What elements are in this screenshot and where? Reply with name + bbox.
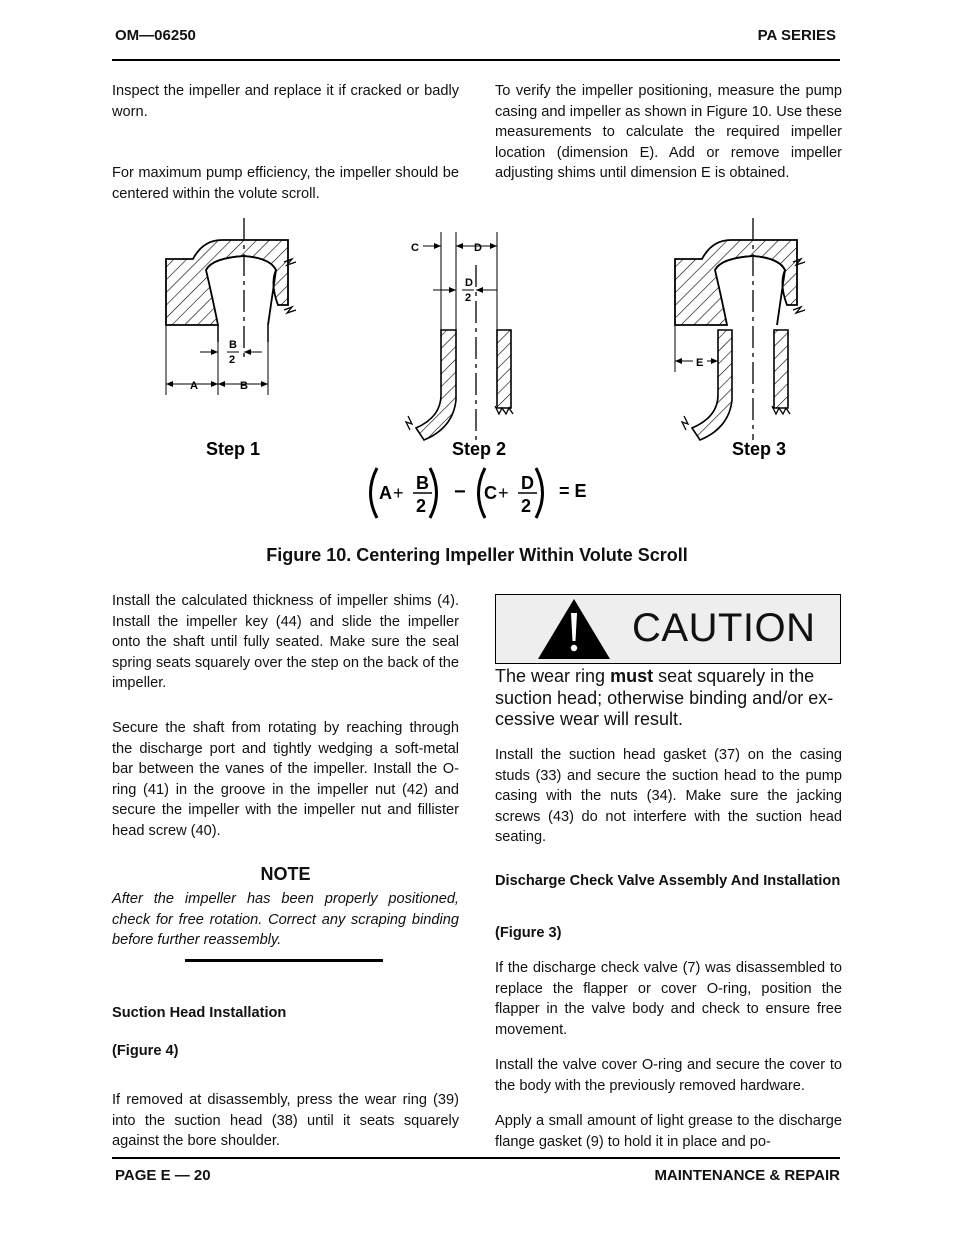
impeller-centering-figure: [0, 0, 954, 540]
step3-label-e: E: [696, 357, 704, 369]
note-text: After the impeller has been properly positioned, check for free rotation. Correct any scraping binding before further reassembly.: [112, 891, 459, 949]
inspect-impeller-paragraph: Inspect the impeller and replace it if cracked or badly worn.: [112, 83, 459, 120]
formula-d: D: [521, 473, 534, 493]
caution-text-post: seat squarely in the suction head; otherwise binding and/or excessive wear will result.: [495, 666, 834, 729]
formula-minus: −: [454, 481, 466, 503]
wear-ring-paragraph: If removed at disassembly, press the wear ring (39) into the suction head (38) until it seats squarely against the bore shoulder.: [112, 1092, 459, 1150]
suction-head-heading: Suction Head Installation: [112, 1005, 287, 1021]
caution-text-must: must: [610, 666, 654, 686]
formula-c: C: [484, 483, 497, 503]
secure-shaft-paragraph: Secure the shaft from rotating by reaching through the discharge port and tightly wedging a soft-metal bar between the vanes of the impeller. Install the O-ring (41) in the groove in the impeller nut (42) and secure the impeller with the impeller nut and fillister head screw (40).: [112, 720, 459, 839]
step2-label-2: 2: [465, 292, 472, 304]
note-title: NOTE: [260, 864, 311, 884]
formula-equals-e: = E: [559, 481, 587, 501]
formula-plus-2: +: [498, 483, 509, 503]
warning-triangle-icon: [536, 597, 612, 661]
step2-drawing: [406, 232, 513, 440]
formula-d-denominator: 2: [521, 496, 532, 516]
step3-label: Step 3: [732, 439, 787, 459]
step1-label-b: B: [240, 380, 248, 392]
caution-text: [495, 666, 842, 731]
valve-cover-paragraph: Install the valve cover O-ring and secure the cover to the body with the previously removed hardware.: [495, 1057, 842, 1094]
flapper-paragraph: If the discharge check valve (7) was disassembled to replace the flapper or cover O-ring, position the flapper in the valve body and check to ensure free movement.: [495, 960, 842, 1038]
step1-label-2: 2: [229, 354, 236, 366]
document-number: OM—06250: [115, 27, 196, 44]
check-valve-figure-ref: (Figure 3): [495, 925, 562, 941]
formula-b: B: [416, 473, 429, 493]
formula-b-denominator: 2: [416, 496, 427, 516]
section-name: MAINTENANCE & REPAIR: [654, 1167, 840, 1184]
footer-rule: [112, 1157, 840, 1159]
figure-caption: Figure 10. Centering Impeller Within Volute Scroll: [266, 545, 688, 565]
efficiency-paragraph: For maximum pump efficiency, the impeller should be centered within the volute scroll.: [112, 165, 459, 202]
step2-label-c: C: [411, 242, 419, 254]
step1-drawing: [166, 218, 296, 395]
step2-label-d-over: D: [465, 277, 473, 289]
suction-head-figure-ref: (Figure 4): [112, 1043, 179, 1059]
step2-label: Step 2: [452, 439, 507, 459]
series-title: PA SERIES: [757, 27, 836, 44]
step3-drawing: [675, 218, 805, 440]
formula-plus-1: +: [393, 483, 404, 503]
formula-a: A: [379, 483, 392, 503]
install-shims-paragraph: Install the calculated thickness of impeller shims (4). Install the impeller key (44) and slide the impeller onto the shaft until fully seated. Make sure the seal spring seats squarely over the step on the back of the impeller.: [112, 593, 459, 692]
note-rule: [185, 959, 383, 962]
suction-gasket-paragraph: Install the suction head gasket (37) on the casing studs (33) and secure the suction head to the pump casing with the nuts (34). Make sure the jacking screws (43) do not interfere with the suction head seating.: [495, 747, 842, 846]
page-number: PAGE E — 20: [115, 1167, 211, 1184]
grease-paragraph: Apply a small amount of light grease to the discharge flange gasket (9) to hold it in place and po-: [495, 1113, 842, 1150]
step2-label-d: D: [474, 242, 482, 254]
verify-positioning-paragraph: To verify the impeller positioning, measure the pump casing and impeller as shown in Figure 10. Use these measurements to calculate the required impeller location (dimension E). Add or remove impeller adjusting shims until dimension E is obtained.: [495, 83, 842, 182]
step1-label-b-over: B: [229, 339, 237, 351]
check-valve-heading: Discharge Check Valve Assembly And Installation: [495, 873, 841, 889]
caution-text-pre: The wear ring: [495, 666, 611, 686]
step1-label: Step 1: [206, 439, 261, 459]
step1-label-a: A: [190, 380, 198, 392]
caution-heading: CAUTION: [632, 606, 816, 650]
